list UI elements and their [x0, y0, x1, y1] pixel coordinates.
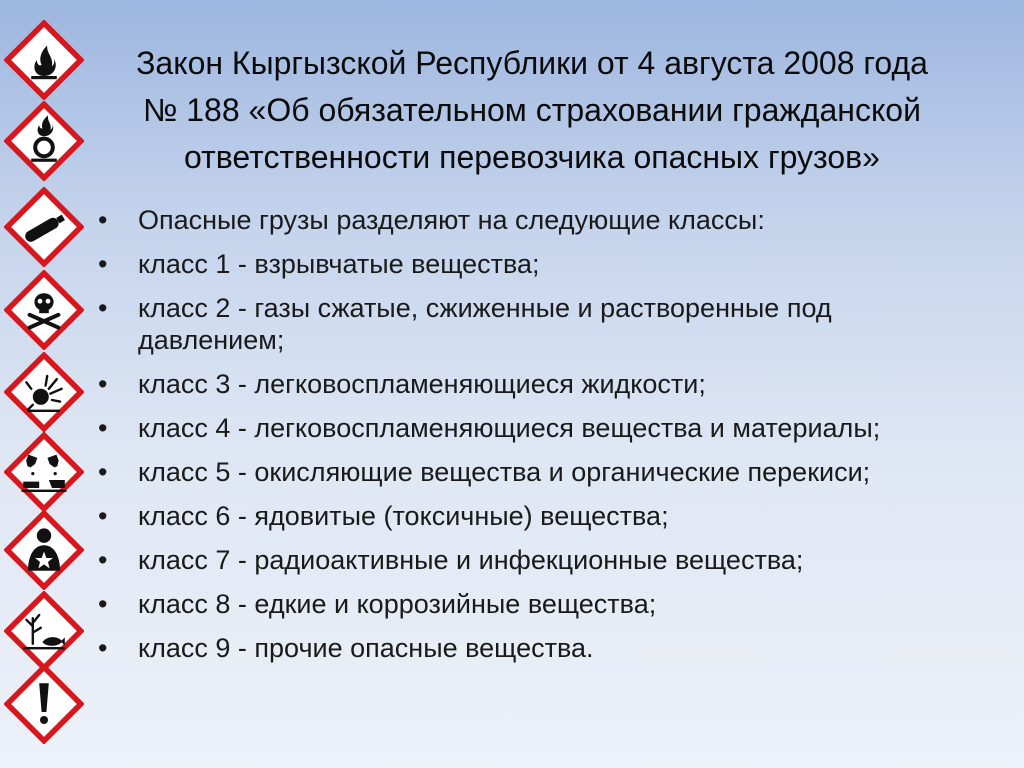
corrosion-icon	[4, 432, 84, 512]
list-item: • Опасные грузы разделяют на следующие классы:	[98, 204, 978, 236]
gas-cylinder-icon	[4, 187, 84, 267]
list-item: • класс 2 - газы сжатые, сжиженные и растворенные под давлением;	[98, 292, 978, 356]
list-item: • класс 4 - легковоспламеняющиеся вещества и материалы;	[98, 412, 978, 444]
title-line: Закон Кыргызской Республики от 4 августа 2008 года	[136, 45, 928, 81]
health-hazard-icon	[4, 510, 84, 590]
list-item: • класс 1 - взрывчатые вещества;	[98, 248, 978, 280]
list-item: • класс 9 - прочие опасные вещества.	[98, 632, 978, 664]
exclamation-mark-icon	[4, 664, 84, 744]
list-item: • класс 7 - радиоактивные и инфекционные вещества;	[98, 544, 978, 576]
environment-icon	[4, 591, 84, 671]
exploding-bomb-icon	[4, 352, 84, 432]
list-item: • класс 8 - едкие и коррозийные вещества;	[98, 588, 978, 620]
title-line: № 188 «Об обязательном страховании гражданской	[143, 92, 921, 128]
slide-title	[62, 40, 1002, 181]
list-item: • класс 5 - окисляющие вещества и органические перекиси;	[98, 456, 978, 488]
list-item: • класс 6 - ядовитые (токсичные) вещества;	[98, 500, 978, 532]
skull-crossbones-icon	[4, 270, 84, 350]
title-line: ответственности перевозчика опасных грузов»	[184, 139, 880, 175]
hazard-class-list	[98, 204, 978, 676]
list-item: • класс 3 - легковоспламеняющиеся жидкости;	[98, 368, 978, 400]
